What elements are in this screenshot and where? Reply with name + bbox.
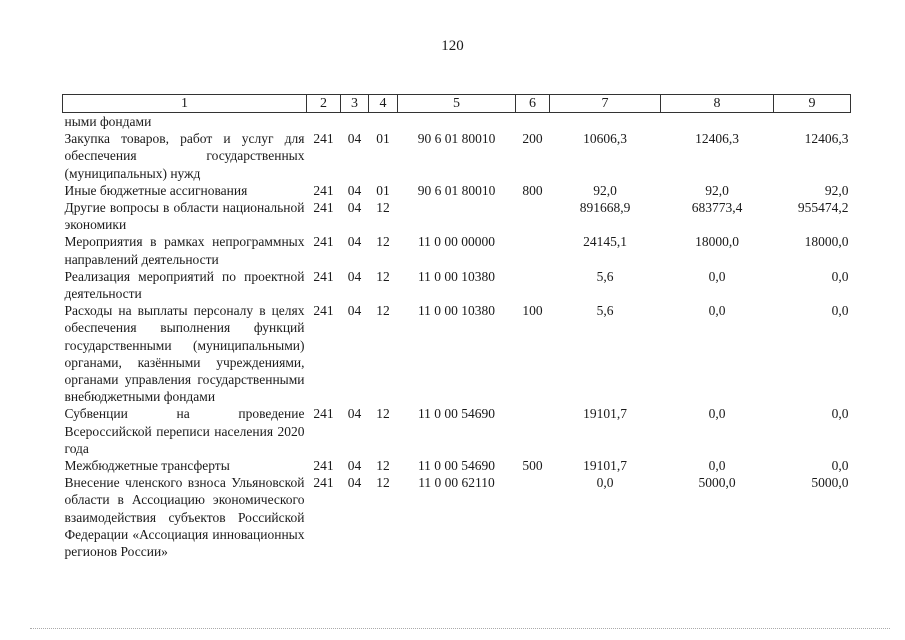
budget-table [62, 94, 851, 560]
row-name-cell: Иные бюджетные ассигнования [64, 182, 248, 198]
expense-type-cell [516, 268, 550, 302]
column-header: 7 [550, 95, 661, 113]
table-row [63, 268, 851, 302]
row-name-cell: Другие вопросы в области национальной экономики [64, 200, 305, 233]
expense-type-cell [516, 405, 550, 457]
expense-type-cell: 800 [522, 182, 543, 198]
header-row [63, 95, 851, 113]
row-name-cell: Внесение членского взноса Ульяновской области в Ассоциацию экономического взаимодействия субъектов Российской Федерации «Ассоциация инновационных регионов России» [64, 475, 305, 560]
gr-code-cell: 241 [313, 268, 334, 284]
table-row [63, 199, 851, 233]
subsection-code-cell: 01 [376, 182, 390, 198]
amount-col8-cell: 0,0 [708, 406, 726, 422]
amount-col8-cell [661, 113, 774, 131]
target-article-cell [398, 113, 516, 131]
section-code-cell: 04 [347, 303, 362, 319]
section-code-cell: 04 [347, 475, 362, 491]
section-code-cell: 04 [347, 234, 362, 250]
gr-code-cell: 241 [313, 406, 334, 422]
row-name-cell: Расходы на выплаты персоналу в целях обеспечения выполнения функций государственными (муниципальными) органами, казёнными учреждениями, органами управления государственными внебюджетными фондами [64, 303, 305, 405]
amount-col9-cell: 0,0 [831, 458, 849, 474]
gr-code-cell: 241 [313, 131, 334, 147]
gr-code-cell [307, 113, 341, 131]
section-code-cell: 04 [347, 458, 362, 474]
column-header: 1 [63, 95, 307, 113]
amount-col8-cell: 5000,0 [698, 475, 736, 491]
expense-type-cell: 100 [522, 303, 543, 319]
amount-col8-cell: 0,0 [708, 268, 726, 284]
expense-type-cell: 500 [522, 458, 543, 474]
amount-col7-cell: 24145,1 [583, 234, 627, 250]
section-code-cell: 04 [347, 268, 362, 284]
subsection-code-cell: 12 [376, 475, 390, 491]
amount-col7-cell: 10606,3 [583, 131, 627, 147]
amount-col7-cell: 19101,7 [583, 458, 627, 474]
expense-type-cell [516, 233, 550, 267]
row-name-cell: Закупка товаров, работ и услуг для обеспечения государственных (муниципальных) нужд [64, 131, 305, 181]
section-code-cell [341, 113, 369, 131]
column-header: 8 [661, 95, 774, 113]
column-header: 6 [516, 95, 550, 113]
section-code-cell: 04 [347, 131, 362, 147]
amount-col9-cell: 5000,0 [811, 475, 849, 491]
column-header: 4 [369, 95, 398, 113]
amount-col9-cell: 12406,3 [804, 131, 849, 147]
table-row [63, 130, 851, 182]
amount-col7-cell: 891668,9 [579, 200, 631, 216]
amount-col9-cell: 18000,0 [804, 234, 849, 250]
table-row [63, 233, 851, 267]
table-row [63, 474, 851, 560]
page-edge-rule [30, 628, 890, 630]
gr-code-cell: 241 [313, 200, 334, 216]
subsection-code-cell: 12 [376, 234, 390, 250]
amount-col9-cell: 92,0 [824, 182, 849, 198]
amount-col7-cell: 19101,7 [583, 406, 627, 422]
expense-type-cell [516, 113, 550, 131]
amount-col8-cell: 18000,0 [695, 234, 739, 250]
target-article-cell: 11 0 00 62110 [418, 475, 495, 491]
gr-code-cell: 241 [313, 458, 334, 474]
amount-col9-cell: 0,0 [831, 303, 849, 319]
gr-code-cell: 241 [313, 182, 334, 198]
amount-col8-cell: 12406,3 [695, 131, 739, 147]
amount-col9-cell: 0,0 [831, 406, 849, 422]
amount-col7-cell: 5,6 [596, 268, 614, 284]
target-article-cell: 11 0 00 10380 [417, 303, 496, 319]
expense-type-cell [516, 474, 550, 560]
row-name-cell: Мероприятия в рамках непрограммных направлений деятельности [64, 234, 305, 267]
target-article-cell: 11 0 00 00000 [417, 234, 496, 250]
amount-col8-cell: 0,0 [708, 458, 726, 474]
amount-col7-cell: 5,6 [596, 303, 614, 319]
row-name-cell: ными фондами [64, 114, 152, 129]
amount-col8-cell: 92,0 [705, 182, 729, 198]
gr-code-cell: 241 [313, 234, 334, 250]
target-article-cell: 11 0 00 54690 [417, 406, 496, 422]
section-code-cell: 04 [347, 200, 362, 216]
subsection-code-cell: 01 [376, 131, 390, 147]
column-header: 9 [774, 95, 851, 113]
subsection-code-cell [369, 113, 398, 131]
gr-code-cell: 241 [313, 303, 334, 319]
subsection-code-cell: 12 [376, 458, 390, 474]
amount-col9-cell: 0,0 [831, 268, 849, 284]
expense-type-cell: 200 [522, 131, 543, 147]
table-row [63, 113, 851, 131]
subsection-code-cell: 12 [376, 406, 390, 422]
row-name-cell: Межбюджетные трансферты [64, 458, 230, 474]
amount-col7-cell: 92,0 [593, 182, 617, 198]
target-article-cell: 90 6 01 80010 [417, 182, 496, 198]
column-header: 5 [398, 95, 516, 113]
amount-col9-cell: 955474,2 [797, 200, 849, 216]
table-row [63, 457, 851, 474]
table-row [63, 302, 851, 405]
page-number: 120 [441, 38, 464, 54]
gr-code-cell: 241 [313, 475, 334, 491]
column-header: 2 [307, 95, 341, 113]
amount-col7-cell: 0,0 [596, 475, 614, 491]
section-code-cell: 04 [347, 406, 362, 422]
target-article-cell: 11 0 00 54690 [417, 458, 496, 474]
row-name-cell: Реализация мероприятий по проектной деятельности [64, 268, 305, 302]
subsection-code-cell: 12 [376, 303, 390, 319]
subsection-code-cell: 12 [376, 200, 390, 216]
table-row [63, 405, 851, 457]
target-article-cell: 90 6 01 80010 [417, 131, 496, 147]
amount-col8-cell: 683773,4 [691, 200, 743, 216]
expense-type-cell [516, 199, 550, 233]
amount-col8-cell: 0,0 [708, 303, 726, 319]
row-name-cell: Субвенции на проведение Всероссийской переписи населения 2020 года [64, 406, 305, 456]
target-article-cell [398, 199, 516, 233]
section-code-cell: 04 [347, 182, 362, 198]
amount-col9-cell [774, 113, 851, 131]
amount-col7-cell [550, 113, 661, 131]
column-header: 3 [341, 95, 369, 113]
target-article-cell: 11 0 00 10380 [417, 268, 496, 284]
subsection-code-cell: 12 [376, 268, 390, 284]
table-row [63, 182, 851, 199]
